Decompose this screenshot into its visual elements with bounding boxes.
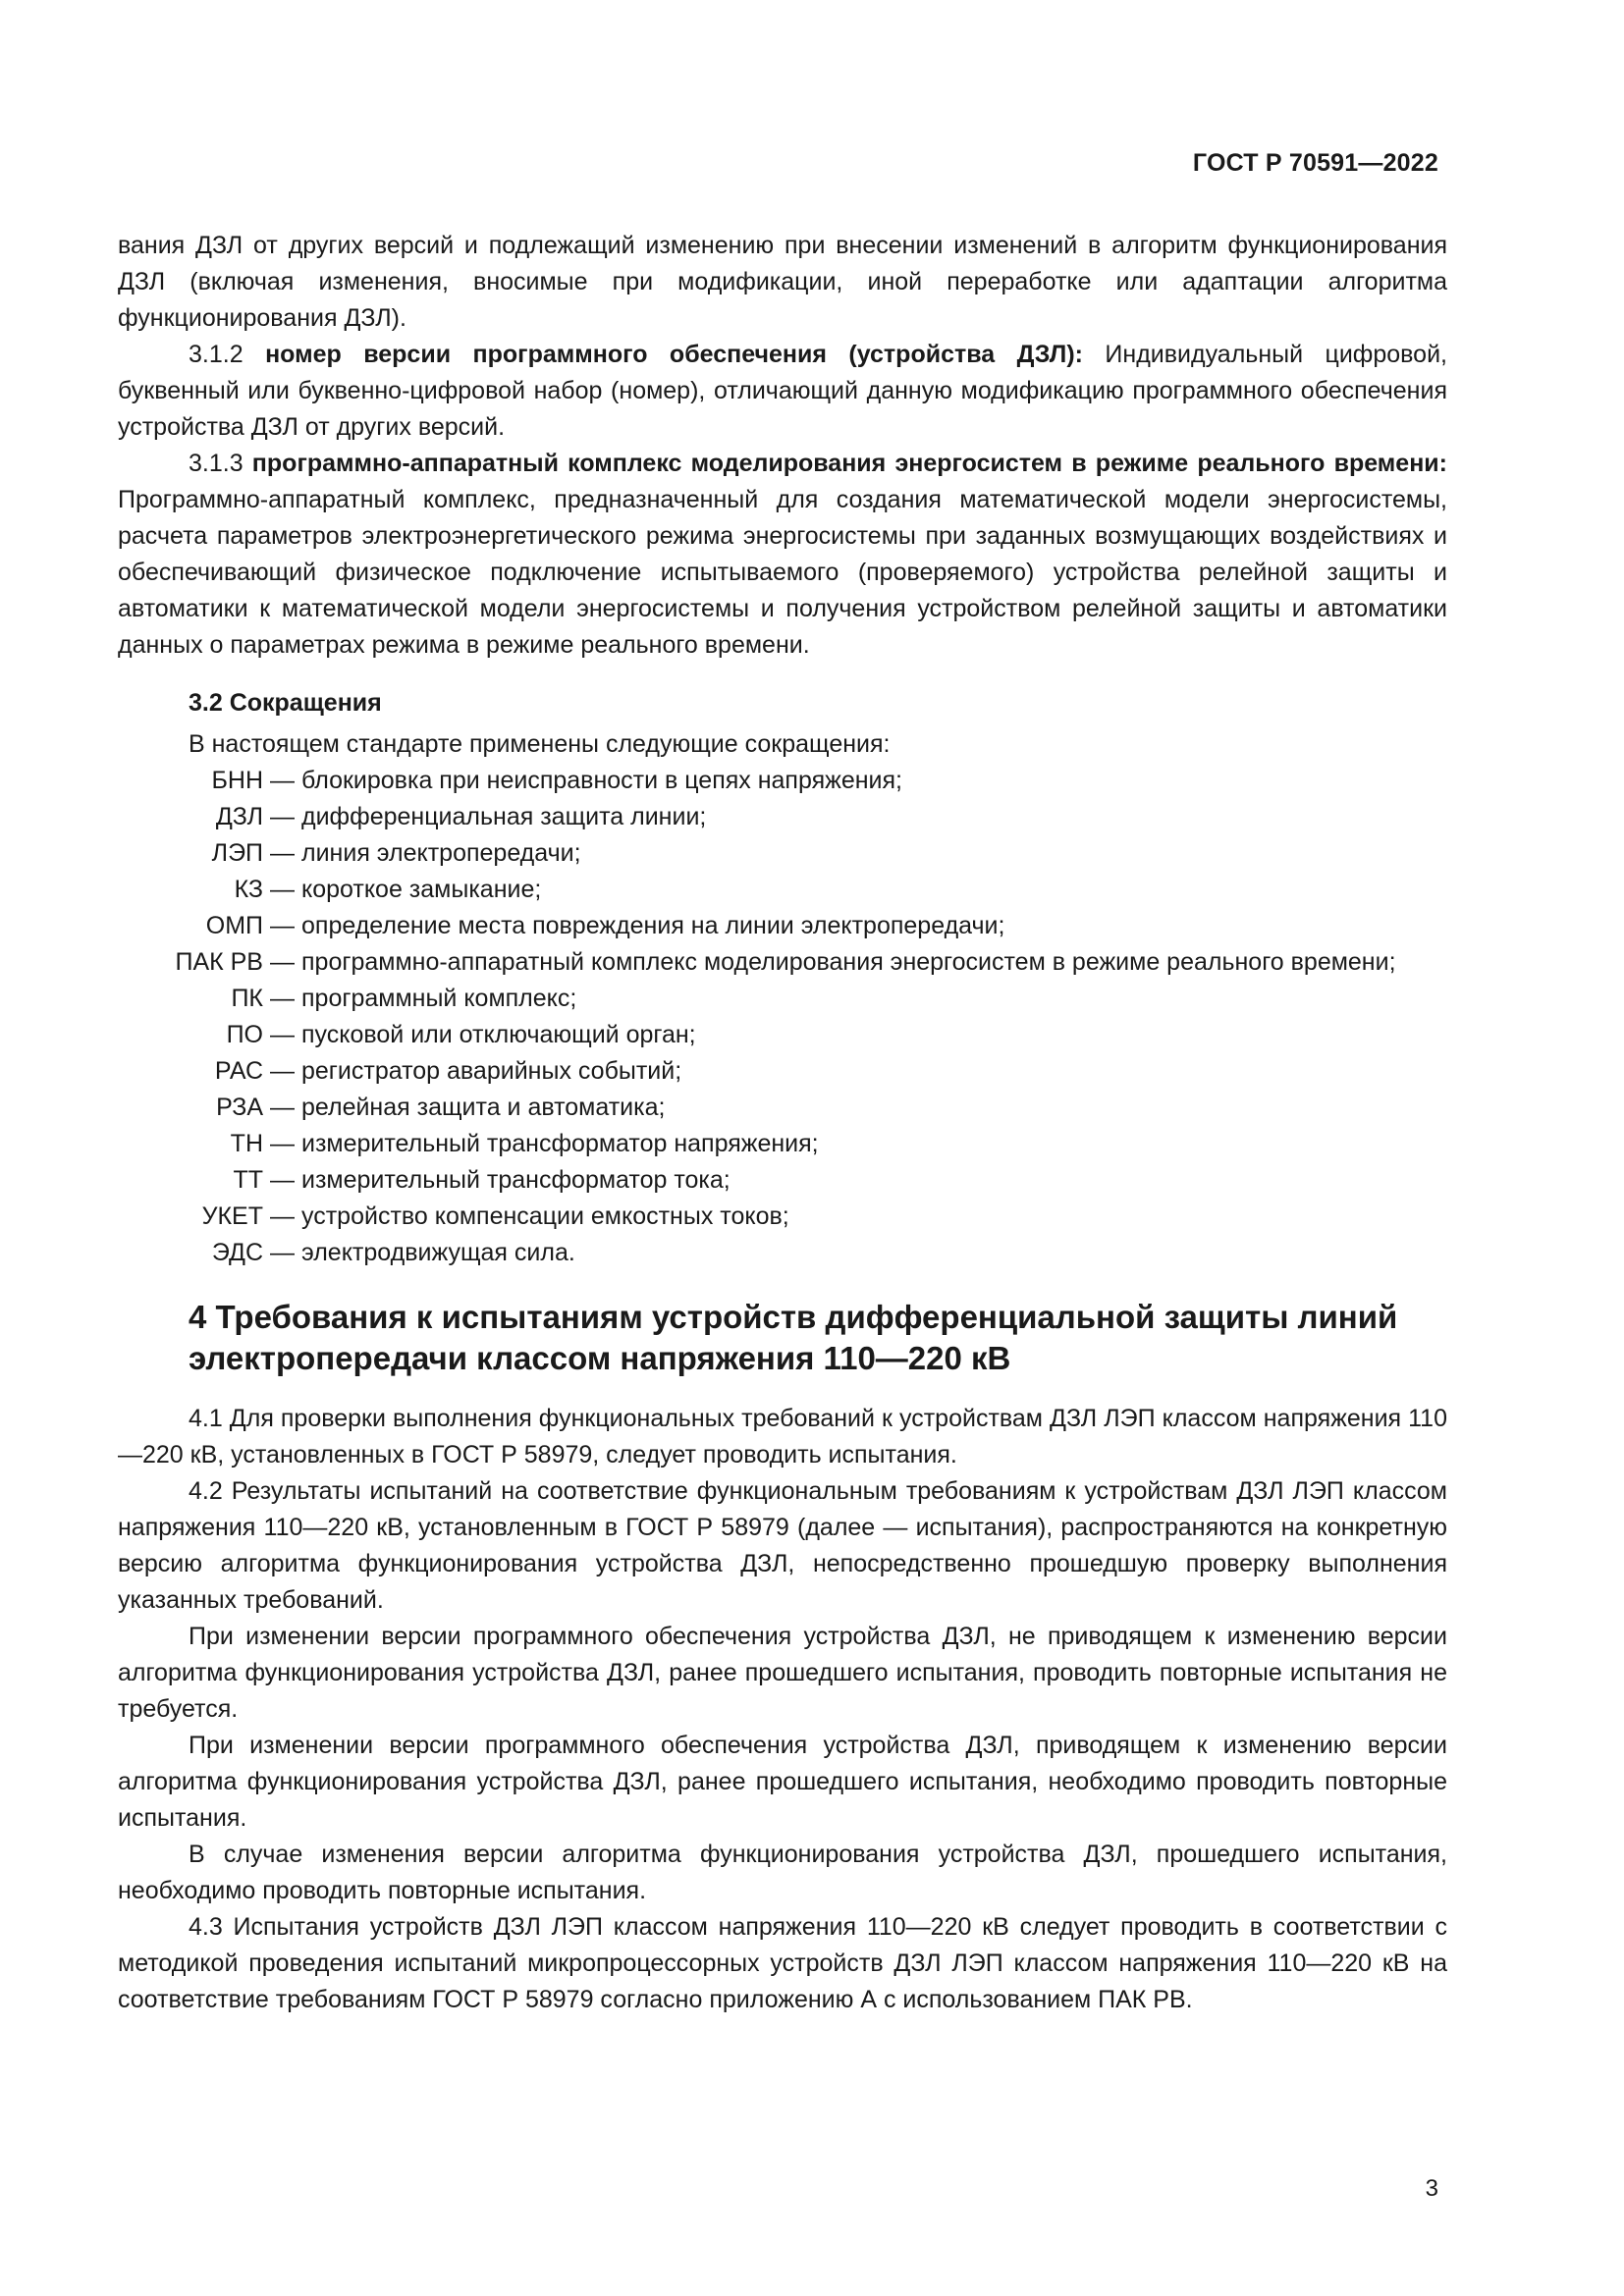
abbreviation-dash: — xyxy=(270,839,295,867)
abbreviation-dash: — xyxy=(270,948,295,976)
abbreviation-term: ПО xyxy=(226,1021,263,1048)
term-number: 3.1.2 xyxy=(189,341,266,368)
abbreviation-item xyxy=(118,1090,1447,1126)
document-body xyxy=(118,228,1447,2018)
abbreviation-item xyxy=(118,1126,1447,1162)
abbreviation-term: РЗА xyxy=(216,1094,263,1121)
abbreviation-term: ЭДС xyxy=(211,1239,263,1266)
paragraph-4-2-c: В случае изменения версии алгоритма функционирования устройства ДЗЛ, прошедшего испытания, необходимо проводить повторные испытания. xyxy=(118,1841,1447,1904)
abbreviation-term: ТН xyxy=(230,1130,263,1157)
abbreviation-definition: устройство компенсации емкостных токов; xyxy=(301,1202,789,1230)
abbreviation-definition: электродвижущая сила. xyxy=(301,1239,575,1266)
abbreviations-intro: В настоящем стандарте применены следующие сокращения: xyxy=(189,730,891,758)
abbreviation-definition: короткое замыкание; xyxy=(301,876,542,903)
abbreviation-item xyxy=(118,1235,1447,1271)
abbreviation-dash: — xyxy=(270,912,295,939)
abbreviation-definition: измерительный трансформатор напряжения; xyxy=(301,1130,819,1157)
abbreviation-term: ПК xyxy=(231,985,263,1012)
section-4-heading-line1: 4 Требования к испытаниям устройств дифференциальной защиты линий xyxy=(189,1299,1398,1335)
abbreviation-dash: — xyxy=(270,1057,295,1085)
abbreviation-definition: программный комплекс; xyxy=(301,985,577,1012)
term-3-1-2 xyxy=(118,337,1447,446)
term-name: номер версии программного обеспечения (устройства ДЗЛ): xyxy=(265,341,1083,368)
abbreviation-definition: линия электропередачи; xyxy=(301,839,581,867)
term-definition: Индивидуальный цифровой, буквенный или буквенно-цифровой набор (номер), отличающий данную модификацию программного обеспечения устройства ДЗЛ от других версий. xyxy=(118,341,1447,441)
abbreviation-term: ПАК РВ xyxy=(175,948,263,976)
abbreviation-item xyxy=(118,908,1447,944)
continued-paragraph: вания ДЗЛ от других версий и подлежащий изменению при внесении изменений в алгоритм функционирования ДЗЛ (включая изменения, вносимые при модификации, иной переработке или адаптации алгоритма функционирования ДЗЛ). xyxy=(118,232,1447,332)
paragraph-4-2: 4.2 Результаты испытаний на соответствие функциональным требованиям к устройствам ДЗЛ ЛЭП классом напряжения 110—220 кВ, установленным в ГОСТ Р 58979 (далее — испытания), распространяются на конкретную версию алгоритма функционирования устройства ДЗЛ, непосредственно прошедшую проверку выполнения указанных требований. xyxy=(118,1477,1447,1614)
abbreviation-definition: блокировка при неисправности в цепях напряжения; xyxy=(301,767,902,794)
abbreviation-term: КЗ xyxy=(234,876,263,903)
abbreviation-item xyxy=(118,763,1447,799)
abbreviation-term: ДЗЛ xyxy=(215,803,263,830)
abbreviation-term: ЛЭП xyxy=(211,839,263,867)
abbreviation-term: УКЕТ xyxy=(201,1202,263,1230)
abbreviation-term: РАС xyxy=(214,1057,263,1085)
abbreviation-item xyxy=(118,1017,1447,1053)
abbreviation-dash: — xyxy=(270,1094,295,1121)
abbreviation-item xyxy=(118,1053,1447,1090)
abbreviation-dash: — xyxy=(270,1130,295,1157)
abbreviation-dash: — xyxy=(270,1202,295,1230)
abbreviation-term: ТТ xyxy=(233,1166,263,1194)
abbreviation-dash: — xyxy=(270,985,295,1012)
abbreviation-item xyxy=(118,872,1447,908)
section-4-heading xyxy=(189,1297,1447,1379)
abbreviation-dash: — xyxy=(270,1239,295,1266)
abbreviation-definition: регистратор аварийных событий; xyxy=(301,1057,682,1085)
abbreviation-item xyxy=(118,799,1447,835)
abbreviation-dash: — xyxy=(270,1166,295,1194)
term-number: 3.1.3 xyxy=(189,450,252,477)
abbreviation-dash: — xyxy=(270,1021,295,1048)
abbreviation-definition: определение места повреждения на линии электропередачи; xyxy=(301,912,1005,939)
abbreviation-definition: дифференциальная защита линии; xyxy=(301,803,707,830)
document-id-header: ГОСТ Р 70591—2022 xyxy=(1192,149,1438,177)
abbreviations-list xyxy=(118,763,1447,1271)
abbreviation-definition: программно-аппаратный комплекс моделирования энергосистем в режиме реального времени; xyxy=(301,948,1396,976)
abbreviation-definition: измерительный трансформатор тока; xyxy=(301,1166,731,1194)
term-3-1-3 xyxy=(118,446,1447,664)
abbreviation-definition: релейная защита и автоматика; xyxy=(301,1094,666,1121)
term-name: программно-аппаратный комплекс моделирования энергосистем в режиме реального времени: xyxy=(251,450,1447,477)
abbreviation-item xyxy=(118,944,1447,981)
abbreviation-dash: — xyxy=(270,876,295,903)
paragraph-4-3: 4.3 Испытания устройств ДЗЛ ЛЭП классом напряжения 110—220 кВ следует проводить в соответствии с методикой проведения испытаний микропроцессорных устройств ДЗЛ ЛЭП классом напряжения 110—220 кВ на соответствие требованиям ГОСТ Р 58979 согласно приложению А с использованием ПАК РВ. xyxy=(118,1913,1447,2013)
abbreviation-term: ОМП xyxy=(205,912,263,939)
abbreviation-term: БНН xyxy=(211,767,263,794)
abbreviation-dash: — xyxy=(270,803,295,830)
abbreviation-item xyxy=(118,1199,1447,1235)
section-3-2-heading: 3.2 Сокращения xyxy=(189,689,382,717)
paragraph-4-2-a: При изменении версии программного обеспечения устройства ДЗЛ, не приводящем к изменению версии алгоритма функционирования устройства ДЗЛ, ранее прошедшего испытания, проводить повторные испытания не требуется. xyxy=(118,1623,1447,1723)
page-number: 3 xyxy=(1425,2175,1438,2202)
paragraph-4-2-b: При изменении версии программного обеспечения устройства ДЗЛ, приводящем к изменению версии алгоритма функционирования устройства ДЗЛ, ранее прошедшего испытания, необходимо проводить повторные испытания. xyxy=(118,1732,1447,1832)
abbreviation-dash: — xyxy=(270,767,295,794)
abbreviation-definition: пусковой или отключающий орган; xyxy=(301,1021,696,1048)
term-definition: Программно-аппаратный комплекс, предназначенный для создания математической модели энергосистемы, расчета параметров электроэнергетического режима энергосистемы при заданных возмущающих воздействиях и обеспечивающий физическое подключение испытываемого (проверяемого) устройства релейной защиты и автоматики к математической модели энергосистемы и получения устройством релейной защиты и автоматики данных о параметрах режима в режиме реального времени. xyxy=(118,486,1447,659)
paragraph-4-1: 4.1 Для проверки выполнения функциональных требований к устройствам ДЗЛ ЛЭП классом напряжения 110—220 кВ, установленных в ГОСТ Р 58979, следует проводить испытания. xyxy=(118,1405,1447,1468)
section-4-heading-line2: электропередачи классом напряжения 110—220 кВ xyxy=(189,1340,1011,1376)
abbreviation-item xyxy=(118,1162,1447,1199)
abbreviation-item xyxy=(118,835,1447,872)
abbreviation-item xyxy=(118,981,1447,1017)
